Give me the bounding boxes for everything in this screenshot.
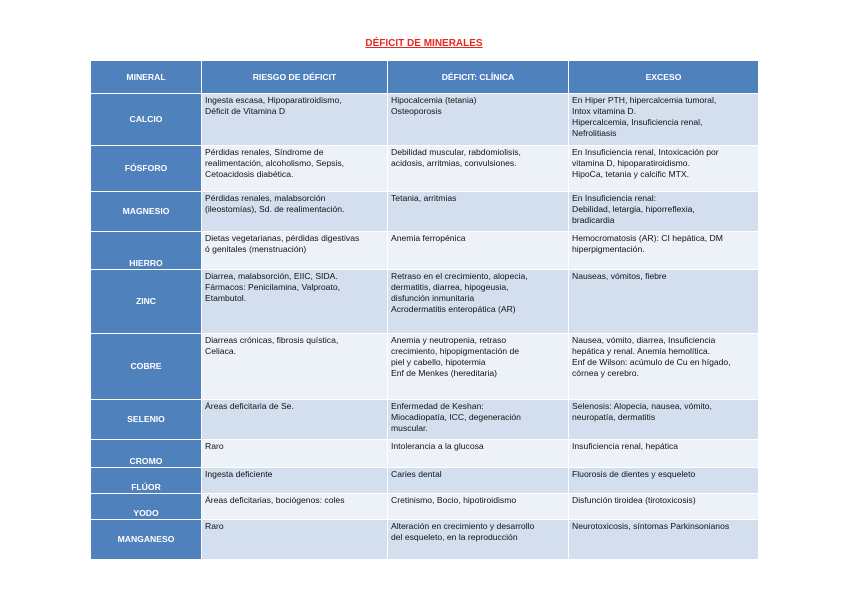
table-row	[91, 94, 759, 146]
exceso-cell: Disfunción tiroidea (tirotoxicosis)	[569, 494, 759, 520]
riesgo-cell: Dietas vegetarianas, pérdidas digestivas ó genitales (menstruación)	[202, 232, 388, 270]
table-header-row	[91, 61, 759, 94]
mineral-cell: CALCIO	[91, 94, 202, 146]
table-row	[91, 232, 759, 270]
clinica-cell: Alteración en crecimiento y desarrollo del esqueleto, en la reproducción	[388, 520, 569, 560]
exceso-cell: En Insuficiencia renal, Intoxicación por vitamina D, hipoparatiroidismo. HipoCa, tetania y calcific MTX.	[569, 146, 759, 192]
mineral-cell: HIERRO	[91, 232, 202, 270]
table-row	[91, 334, 759, 400]
table-row	[91, 468, 759, 494]
exceso-cell: En Hiper PTH, hipercalcemia tumoral, Intox vitamina D. Hipercalcemia, Insuficiencia renal, Nefrolitiasis	[569, 94, 759, 146]
riesgo-cell: Raro	[202, 440, 388, 468]
riesgo-cell: Áreas deficitarias, bociógenos: coles	[202, 494, 388, 520]
mineral-cell: MAGNESIO	[91, 192, 202, 232]
clinica-cell: Intolerancia a la glucosa	[388, 440, 569, 468]
exceso-cell: En Insuficiencia renal: Debilidad, letargia, hiporreflexia, bradicardia	[569, 192, 759, 232]
table-row	[91, 400, 759, 440]
riesgo-cell: Ingesta escasa, Hipoparatiroidismo, Déficit de Vitamina D	[202, 94, 388, 146]
mineral-cell: FÓSFORO	[91, 146, 202, 192]
exceso-cell: Hemocromatosis (AR): CI hepática, DM hiperpigmentación.	[569, 232, 759, 270]
table-row	[91, 270, 759, 334]
clinica-cell: Hipocalcemia (tetania) Osteoporosis	[388, 94, 569, 146]
table-row	[91, 520, 759, 560]
header-exceso: EXCESO	[569, 61, 759, 94]
mineral-cell: SELENIO	[91, 400, 202, 440]
header-clinica: DÉFICIT: CLÍNICA	[388, 61, 569, 94]
riesgo-cell: Raro	[202, 520, 388, 560]
table-row	[91, 192, 759, 232]
header-riesgo: RIESGO DE DÉFICIT	[202, 61, 388, 94]
riesgo-cell: Áreas deficitaria de Se.	[202, 400, 388, 440]
clinica-cell: Debilidad muscular, rabdomiolisis, acidosis, arritmias, convulsiones.	[388, 146, 569, 192]
mineral-cell: FLÚOR	[91, 468, 202, 494]
table-row	[91, 440, 759, 468]
clinica-cell: Tetania, arritmias	[388, 192, 569, 232]
mineral-cell: CROMO	[91, 440, 202, 468]
clinica-cell: Caries dental	[388, 468, 569, 494]
mineral-cell: ZINC	[91, 270, 202, 334]
riesgo-cell: Pérdidas renales, Síndrome de realimentación, alcoholismo, Sepsis, Cetoacidosis diabética.	[202, 146, 388, 192]
clinica-cell: Enfermedad de Keshan: Miocadiopatía, ICC, degeneración muscular.	[388, 400, 569, 440]
riesgo-cell: Diarreas crónicas, fibrosis quística, Celiaca.	[202, 334, 388, 400]
table-row	[91, 494, 759, 520]
riesgo-cell: Diarrea, malabsorción, EIIC, SIDA. Fármacos: Penicilamina, Valproato, Etambutol.	[202, 270, 388, 334]
exceso-cell: Selenosis: Alopecia, nausea, vómito, neuropatía, dermatitis	[569, 400, 759, 440]
riesgo-cell: Ingesta deficiente	[202, 468, 388, 494]
page-title: DÉFICIT DE MINERALES	[365, 38, 483, 49]
mineral-cell: COBRE	[91, 334, 202, 400]
exceso-cell: Fluorosis de dientes y esqueleto	[569, 468, 759, 494]
riesgo-cell: Pérdidas renales, malabsorción (ileostomías), Sd. de realimentación.	[202, 192, 388, 232]
exceso-cell: Nauseas, vómitos, fiebre	[569, 270, 759, 334]
mineral-cell: YODO	[91, 494, 202, 520]
mineral-cell: MANGANESO	[91, 520, 202, 560]
exceso-cell: Insuficiencia renal, hepática	[569, 440, 759, 468]
clinica-cell: Anemia y neutropenia, retraso crecimiento, hipopigmentación de piel y cabello, hipotermia Enf de Menkes (hereditaria)	[388, 334, 569, 400]
exceso-cell: Nausea, vómito, diarrea, Insuficiencia hepática y renal. Anemia hemolítica. Enf de Wilson: acúmulo de Cu en hígado, córnea y cerebro.	[569, 334, 759, 400]
table-row	[91, 146, 759, 192]
exceso-cell: Neurotoxicosis, síntomas Parkinsonianos	[569, 520, 759, 560]
header-mineral: MINERAL	[91, 61, 202, 94]
clinica-cell: Retraso en el crecimiento, alopecia, dermatitis, diarrea, hipogeusia, disfunción inmunitaria Acrodermatitis enteropática (AR)	[388, 270, 569, 334]
clinica-cell: Cretinismo, Bocio, hipotiroidismo	[388, 494, 569, 520]
minerals-table	[90, 60, 759, 560]
clinica-cell: Anemia ferropénica	[388, 232, 569, 270]
